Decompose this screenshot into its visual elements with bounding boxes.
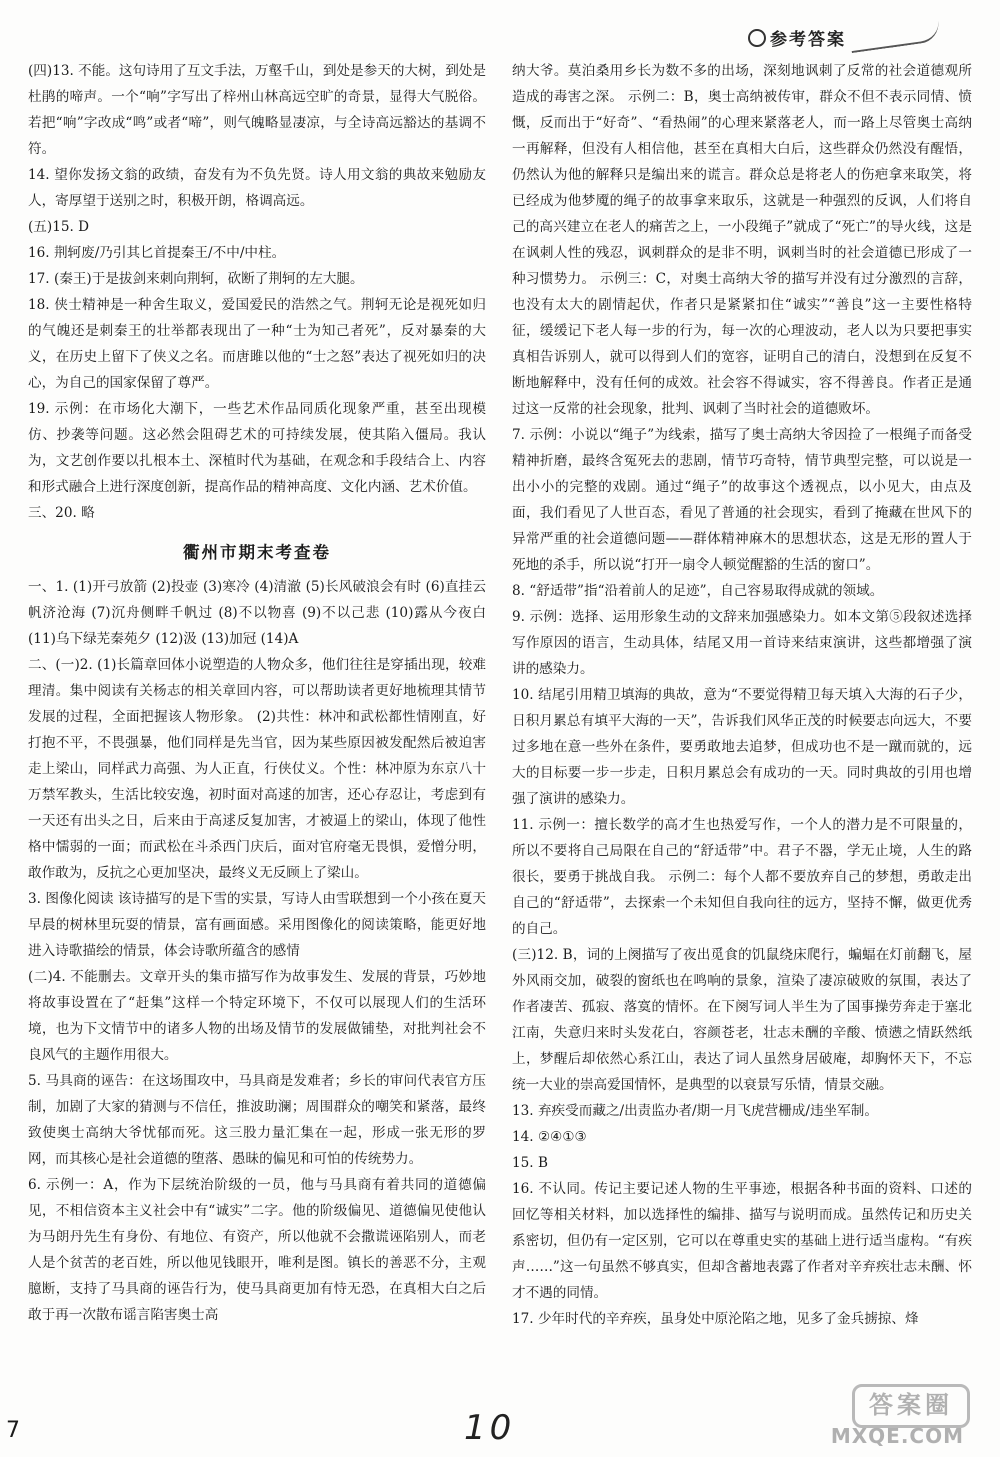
answer-paragraph: 16. 荆轲废/乃引其匕首提秦王/不中/中柱。 — [28, 245, 286, 261]
answer-paragraph: (五)15. D — [28, 219, 90, 235]
answer-paragraph: 15. B — [512, 1155, 548, 1171]
answer-paragraph: 3. 图像化阅读 该诗描写的是下雪的实景，写诗人由雪联想到一个小孩在夏天早晨的树林里玩耍的情景，富有画面感。采用图像化的阅读策略，能更好地进入诗歌描绘的情景，体会诗歌所蕴含的感情 — [28, 891, 486, 959]
answer-paragraph: 一、1. (1)开弓放箭 (2)投壶 (3)寒冷 (4)清澈 (5)长风破浪会有时 (6)直挂云帆济沧海 (7)沉舟侧畔千帆过 (8)不以物喜 (9)不以己悲 (10)露从今夜白 (11)乌下绿芜秦苑夕 (12)汲 (13)加冠 (14)A — [28, 579, 486, 647]
answer-paragraph: 纳大爷。莫泊桑用乡长为数不多的出场，深刻地讽刺了反常的社会道德观所造成的毒害之深。 示例二：B，奥士高纳被传审，群众不但不表示同情、愤慨，反而出于“好奇”、“看热闹”的心理来紧落老人，而一路上尽管奥士高纳一再解释，但没有人相信他，甚至在真相大白后，这些群众仍然没有醒悟，仍然认为他的解释只是编出来的谎言。群众总是将老人的伤疤拿来取笑，将已经成为他梦魇的绳子的故事拿来取乐，这就是一种强烈的反讽，人们将自己的高兴建立在老人的痛苦之上，一小段绳子”就成了“死亡”的导火线，这是在讽刺人性的残忍，讽刺群众的是非不明，讽刺当时的社会道德已形成了一种习惯势力。 示例三：C，对奥士高纳大爷的描写并没有过分激烈的言辞，也没有太大的剧情起伏，作者只是紧紧扣住“诚实”“善良”这一主要性格特征，缓缓记下老人每一步的行为，每一次的心理波动，老人以为只要把事实真相告诉别人，就可以得到人们的宽容，证明自己的清白，没想到在反复不断地解释中，没有任何的成效。社会容不得诚实，容不得善良。作者正是通过这一反常的社会现象，批判、讽刺了当时社会的道德败坏。 — [512, 63, 972, 417]
watermark-logo — [780, 1384, 970, 1448]
answer-paragraph: 19. 示例：在市场化大潮下，一些艺术作品同质化现象严重，甚至出现模仿、抄袭等问题。这必然会阻碍艺术的可持续发展，使其陷入僵局。我认为，文艺创作要以扎根本土、深植时代为基础，在观念和手段结合上、内容和形式融合上进行深度创新，提高作品的精神高度、文化内涵、艺术价值。 — [28, 401, 486, 495]
answer-key-badge: 参考答案 — [746, 23, 856, 52]
answer-paragraph: 14. ②④①③ — [512, 1129, 587, 1145]
answer-paragraph: 9. 示例：选择、运用形象生动的文辞来加强感染力。如本文第⑤段叙述选择写作原因的语言，生动具体，结尾又用一首诗来结束演讲，这些都增强了演讲的感染力。 — [512, 609, 972, 677]
watermark-url: MXQE.COM — [830, 1424, 964, 1448]
watermark-stamp: 答案圈 — [852, 1384, 970, 1428]
answer-paragraph: 7. 示例：小说以“绳子”为线索，描写了奥士高纳大爷因捡了一根绳子而备受精神折磨，最终含冤死去的悲剧，情节巧奇特，情节典型完整，可以说是一出小小的完整的戏剧。通过“绳子”的故事这个透视点，以小见大，由点及面，我们看见了人世百态，看见了普通的社会现实，看到了掩藏在世风下的异常严重的社会道德问题——群体精神麻木的思想状态，这是无形的置人于死地的杀手，所以说“打开一扇令人顿觉醒豁的生活的窗口”。 — [512, 427, 972, 573]
answer-paragraph: 8. “舒适带”指“沿着前人的足迹”，自己容易取得成就的领域。 — [512, 583, 884, 599]
header-decoration — [849, 21, 941, 53]
page-header — [746, 22, 940, 52]
right-column — [512, 58, 972, 1332]
answer-paragraph: 17. (秦王)于是拔剑来刺向荆轲，砍断了荆轲的左大腿。 — [28, 271, 364, 287]
answer-paragraph: 11. 示例一：擅长数学的高才生也热爱写作，一个人的潜力是不可限量的，所以不要将自己局限在自己的“舒适带”中。君子不器，学无止境，人生的路很长，要勇于挑战自我。 示例二：每个人都不要放弃自己的梦想，勇敢走出自己的“舒适带”，去探索一个未知但自我向往的远方，坚持不懈，做更优秀的自己。 — [512, 817, 972, 937]
answer-paragraph: 三、20. 略 — [28, 505, 95, 521]
handwritten-page-number: 10 — [464, 1408, 516, 1448]
answer-paragraph: 6. 示例一：A，作为下层统治阶级的一员，他与马具商有着共同的道德偏见，不相信资本主义社会中有“诚实”二字。他的阶级偏见、道德偏见使他认为马朗丹先生有身份、有地位、有资产，所以他就不会撒谎诬陷别人，而老人是个贫苦的老百姓，所以他见钱眼开，唯利是图。镇长的善恶不分，主观臆断，支持了马具商的诬告行为，使马具商更加有恃无恐，在真相大白之后敢于再一次散布谣言陷害奥士高 — [28, 1177, 486, 1323]
answer-paragraph: 13. 弃疾受而藏之/出责监办者/期一月飞虎营栅成/违坐军制。 — [512, 1103, 878, 1119]
answer-paragraph: (四)13. 不能。这句诗用了互文手法，万壑千山，到处是参天的大树，到处是杜鹃的啼声。一个“响”字写出了梓州山林高远空旷的奇景，显得大气脱俗。若把“响”字改成“鸣”或者“啼”，则气魄略显凄凉，与全诗高远豁达的基调不符。 — [28, 63, 486, 157]
section-title: 衢州市期末考查卷 — [183, 543, 331, 562]
answer-paragraph: 16. 不认同。传记主要记述人物的生平事迹，根据各种书面的资料、口述的回忆等相关材料，加以选择性的编排、描写与说明而成。虽然传记和历史关系密切，但仍有一定区别，它可以在尊重史实的基础上进行适当虚构。“有疾声……”这一句虽然不够真实，但却含蓄地表露了作者对辛弃疾壮志未酬、怀才不遇的同情。 — [512, 1181, 972, 1301]
answer-paragraph: 18. 侠士精神是一种舍生取义，爱国爱民的浩然之气。荆轲无论是视死如归的气魄还是刺秦王的壮举都表现出了一种“士为知己者死”，反对暴秦的大义，在历史上留下了侠义之名。而唐雎以他的“士之怒”表达了视死如归的决心，为自己的国家保留了尊严。 — [28, 297, 486, 391]
answer-paragraph: (三)12. B，词的上阕描写了夜出觅食的饥鼠绕床爬行，蝙蝠在灯前翻飞，屋外风雨交加，破裂的窗纸也在鸣响的景象，渲染了凄凉破败的氛围，表达了作者凄苦、孤寂、落寞的情怀。在下阕写词人半生为了国事操劳奔走于塞北江南，失意归来时头发花白，容颜苍老，壮志未酬的辛酸、愤懑之情跃然纸上，梦醒后却依然心系江山，表达了词人虽然身居破庵，却胸怀天下，不忘统一大业的崇高爱国情怀，是典型的以衰景写乐情，情景交融。 — [512, 947, 972, 1093]
answer-paragraph: (二)4. 不能删去。文章开头的集市描写作为故事发生、发展的背景，巧妙地将故事设置在了“赶集”这样一个特定环境下，不仅可以展现人们的生活环境，也为下文情节中的诸多人物的出场及情节的发展做铺垫，对批判社会不良风气的主题作用很大。 — [28, 969, 486, 1063]
answer-paragraph: 10. 结尾引用精卫填海的典故，意为“不要觉得精卫每天填入大海的石子少，日积月累总有填平大海的一天”，告诉我们风华正茂的时候要志向远大，不要过多地在意一些外在条件，要勇敢地去追梦，但成功也不是一蹴而就的，远大的目标要一步一步走，日积月累总会有成功的一天。同时典故的引用也增强了演讲的感染力。 — [512, 687, 972, 807]
page-number: 7 — [6, 1418, 20, 1443]
answer-paragraph: 14. 望你发扬文翁的政绩，奋发有为不负先贤。诗人用文翁的典故来勉励友人，寄厚望于送别之时，积极开朗，格调高远。 — [28, 167, 486, 209]
answer-paragraph: 二、(一)2. (1)长篇章回体小说塑造的人物众多，他们往往是穿插出现，较难理清。集中阅读有关杨志的相关章回内容，可以帮助读者更好地梳理其情节发展的过程，全面把握该人物形象。 (2)共性：林冲和武松都性情刚直，好打抱不平，不畏强暴，他们同样是先当官，因为某些原因被发配然后被迫害走上梁山，同样武力高强、为人正直，行侠仗义。个性：林冲原为东京八十万禁军教头，生活比较安逸，初时面对高逑的加害，还心存忍让，考虑到有一天还有出头之日，后来由于高逑反复加害，才被逼上的梁山，体现了他性格中懦弱的一面；而武松在斗杀西门庆后，面对官府毫无畏惧，爱憎分明，敢作敢为，反抗之心更加坚决，最终义无反顾上了梁山。 — [28, 657, 486, 881]
answer-paragraph: 5. 马具商的诬告：在这场围攻中，马具商是发难者；乡长的审问代表官方压制，加剧了大家的猜测与不信任，推波助澜；周围群众的嘲笑和紧落，最终致使奥士高纳大爷忧郁而死。这三股力量汇集在一起，形成一张无形的罗网，而其核心是社会道德的堕落、愚昧的偏见和可怕的传统势力。 — [28, 1073, 486, 1167]
left-column — [28, 58, 486, 1328]
answer-paragraph: 17. 少年时代的辛弃疾，虽身处中原沦陷之地，见多了金兵掳掠、烽 — [512, 1311, 919, 1327]
